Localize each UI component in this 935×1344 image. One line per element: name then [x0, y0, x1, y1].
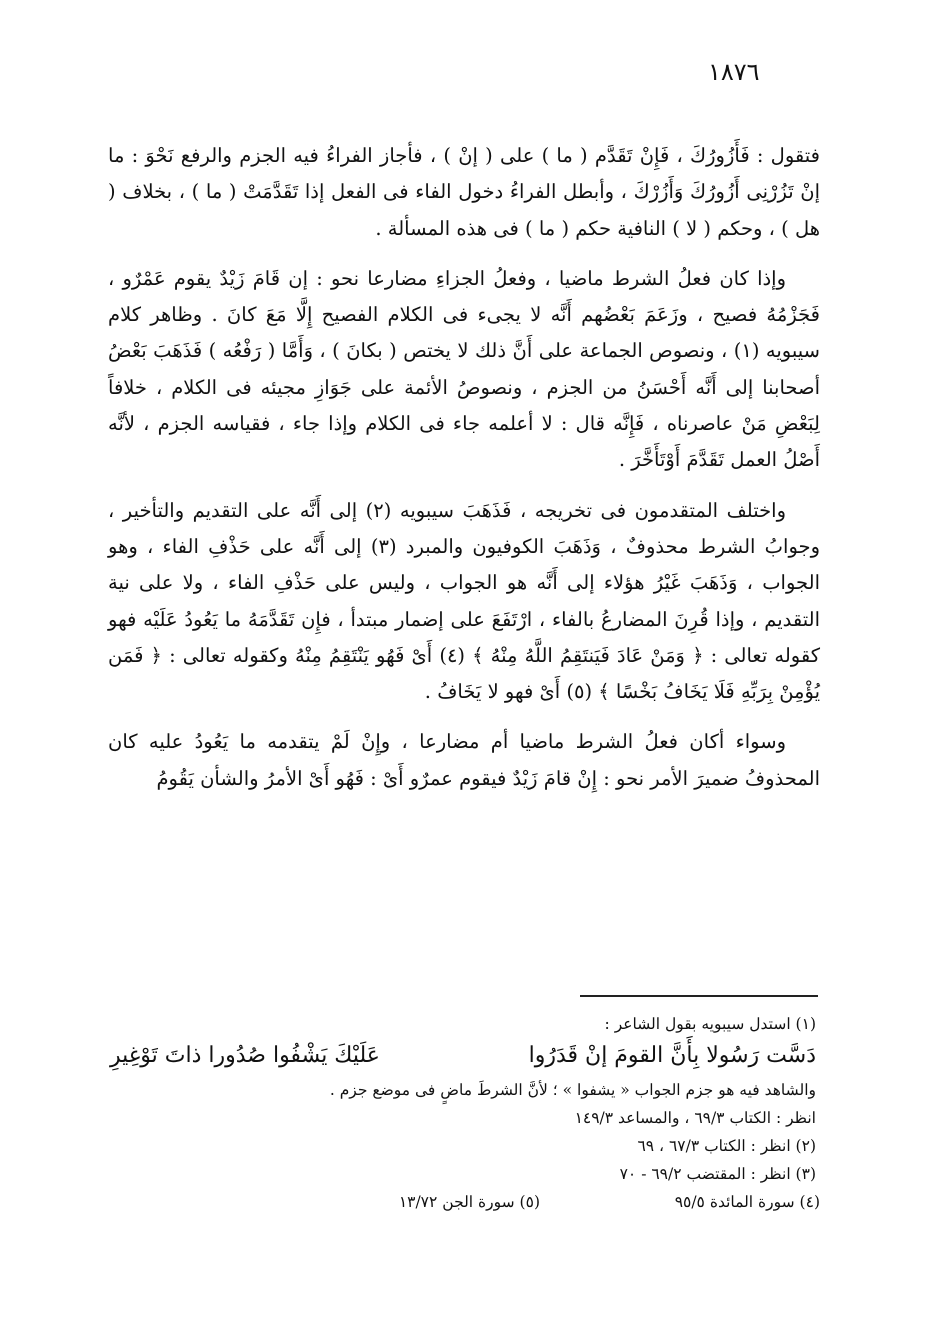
footnote-1-reference: انظر : الكتاب ٦٩/٣ ، والمساعد ١٤٩/٣	[574, 1109, 816, 1127]
footnote-5: (٥) سورة الجن ١٣/٧٢	[398, 1193, 540, 1211]
paragraph-3: واختلف المتقدمون فى تخريجه ، فَذَهَبَ سيبويه (٢) إلى أَنَّه على التقديم والتأخير ، وجوابُ الشرط محذوفٌ ، وَذَهَبَ الكوفيون والمبرد (٣) إلى أَنَّه على حَذْفِ الفاء ، وهو الجواب ، وَذَهَبَ غَيْرُ هؤلاء إلى أَنَّه هو الجواب ، وليس على حَذْفِ الفاء ، ولا على نية التقديم ، وإذا قُرِنَ المضارعُ بالفاء ، ارْتَفَعَ على إضمار مبتدأ ، فإِن تَقَدَّمَهُ ما يَعُودُ عَلَيْه فهو كقوله تعالى : ﴿ وَمَنْ عَادَ فَيَنتَقِمُ اللَّهُ مِنْهُ ﴾ (٤) أَىْ فَهُو يَنْتَقِمُ مِنْهُ وكقوله تعالى : ﴿ فَمَن يُؤْمِنْ بِرَبِّهِ فَلَا يَخَافُ بَخْسًا ﴾ (٥) أَىْ فهو لا يَخَافُ .	[108, 498, 820, 704]
poetry-verse	[110, 1044, 820, 1068]
page-number: ١٨٧٦	[708, 58, 760, 86]
footnote-4: (٤) سورة المائدة ٩٥/٥	[674, 1193, 820, 1211]
paragraph-4: وسواء أكان فعلُ الشرط ماضيا أم مضارعا ، وإِنْ لَمْ يتقدمه ما يَعُودُ عليه كان المحذوفُ ضميرَ الأمر نحو : إِنْ قامَ زَيْدٌ فيقوم عمرٌو أَىْ : فَهُو أَىْ الأمرُ والشأن يَقُومُ	[108, 730, 820, 790]
footnote-2: (٢) انظر : الكتاب ٦٧/٣ ، ٦٩	[637, 1137, 816, 1155]
verse-second-hemistich: عَلَيْكَ يَشْفُوا صُدُورا ذاتَ تَوْغِيرِ	[110, 1043, 380, 1068]
paragraph-2: وإذا كان فعلُ الشرط ماضيا ، وفعلُ الجزاءِ مضارعا نحو : إن قَامَ زَيْدٌ يقوم عَمْرٌو ، فَجَزْمُهُ فصيح ، وزَعَمَ بَعْضُهم أَنَّه لا يجىء فى الكلام الفصيح إِلَّا مَعَ كانَ . وظاهر كلام سيبويه (١) ، ونصوص الجماعة على أَنَّ ذلك لا يختص ( بكانَ ) ، وَأَمَّا ( رَفْعُه ) فَذَهَبَ بَعْضُ أصحابنا إلى أَنَّه أَحْسَنُ من الجزم ، ونصوصُ الأئمة على جَوَازِ مجيئه فى الكلام ، خلافاً لِبَعْضِ مَنْ عاصرناه ، فَإِنَّه قال : لا أعلمه جاء فى الكلام وإذا جاء ، فقياسه الجزم ، لأنَّه أَصْلُ العمل تَقَدَّمَ أَوْتَأَخَّرَ .	[108, 266, 820, 472]
footnote-row-4-5	[110, 1190, 820, 1214]
main-body-text	[108, 138, 820, 811]
footnotes-section	[110, 1012, 820, 1214]
footnote-1-explanation: والشاهد فيه هو جزم الجواب « يشفوا » ؛ لأنَّ الشرطَ ماضٍ فى موضع جزم .	[329, 1081, 816, 1099]
verse-first-hemistich: دَسَّت رَسُولا بِأَنَّ القومَ إنْ قَدَرُوا	[528, 1043, 816, 1068]
paragraph-1: فتقول : فَأَزُورُكَ ، فَإِنْ تَقَدَّم ( ما ) على ( إنْ ) ، فأجاز الفراءُ فيه الجزم والرفع نَحْوَ : ما إنْ تَزُرْنِى أَزُورُكَ وَأَزُرْكَ ، وأبطل الفراءُ دخول الفاء فى الفعل إذا تَقَدَّمَتْ ( ما ) ، بخلاف ( هل ) ، وحكم ( لا ) النافية حكم ( ما ) فى هذه المسألة .	[108, 144, 820, 240]
footnote-divider	[580, 995, 818, 997]
footnote-1-intro: (١) استدل سيبويه بقول الشاعر :	[604, 1015, 816, 1033]
footnote-3: (٣) انظر : المقتضب ٦٩/٢ - ٧٠	[619, 1165, 816, 1183]
